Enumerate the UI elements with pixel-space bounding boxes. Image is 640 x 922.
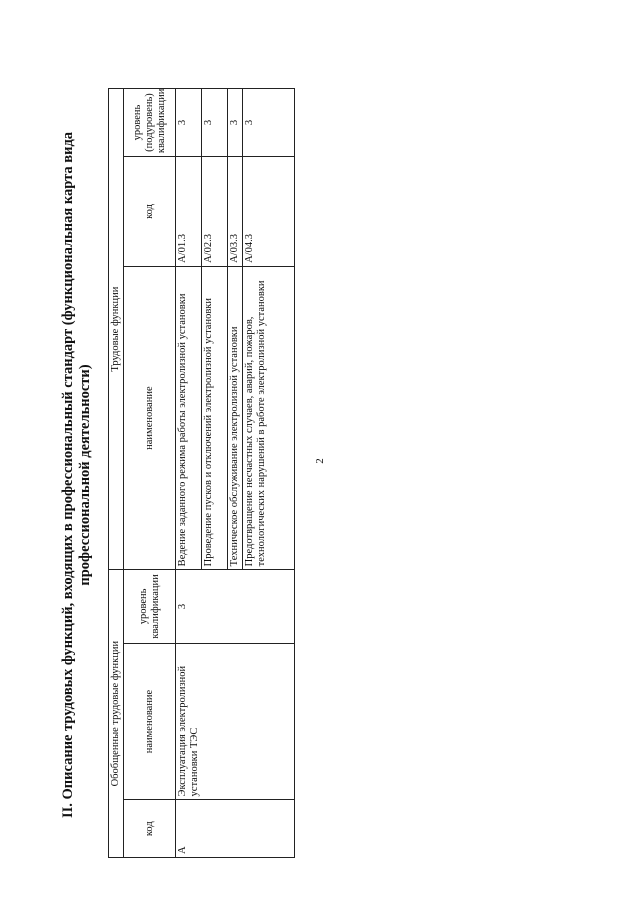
function-code: А/04.3 (243, 157, 295, 267)
functional-map-table (108, 88, 295, 858)
function-name: Проведение пусков и отключений электролизной установки (202, 266, 228, 569)
rotated-content (60, 90, 620, 860)
page-number: 2 (314, 458, 326, 464)
function-level: 3 (202, 89, 228, 157)
function-code: А/03.3 (228, 157, 243, 267)
function-level: 3 (228, 89, 243, 157)
title-line-2: профессиональной деятельности) (77, 364, 93, 586)
function-code: А/02.3 (202, 157, 228, 267)
header-row-2 (124, 89, 176, 858)
title-line-1: II. Описание трудовых функций, входящих в профессиональный стандарт (функциональная карта вида (60, 131, 76, 819)
header-function-code: код (124, 157, 176, 267)
generalized-code: А (176, 800, 295, 858)
header-code: код (124, 800, 176, 858)
table-row (176, 89, 202, 858)
header-labor-functions: Трудовые функции (109, 89, 124, 570)
function-level: 3 (243, 89, 295, 157)
header-sub-level: уровень (подуровень) квалификации (124, 89, 176, 157)
header-qual-level: уровень квалификации (124, 570, 176, 643)
generalized-level: 3 (176, 570, 295, 643)
section-title (60, 90, 94, 860)
function-name: Ведение заданного режима работы электролизной установки (176, 266, 202, 569)
function-name: Техническое обслуживание электролизной установки (228, 266, 243, 569)
function-code: А/01.3 (176, 157, 202, 267)
header-function-name: наименование (124, 266, 176, 569)
header-generalized: Обобщенные трудовые функции (109, 570, 124, 858)
header-name: наименование (124, 643, 176, 800)
header-row-1 (109, 89, 124, 858)
generalized-name: Эксплуатация электролизной установки ТЭС (176, 643, 295, 800)
function-level: 3 (176, 89, 202, 157)
function-name: Предотвращение несчастных случаев, аварий, пожаров, технологических нарушений в работе электролизной установки (243, 266, 295, 569)
